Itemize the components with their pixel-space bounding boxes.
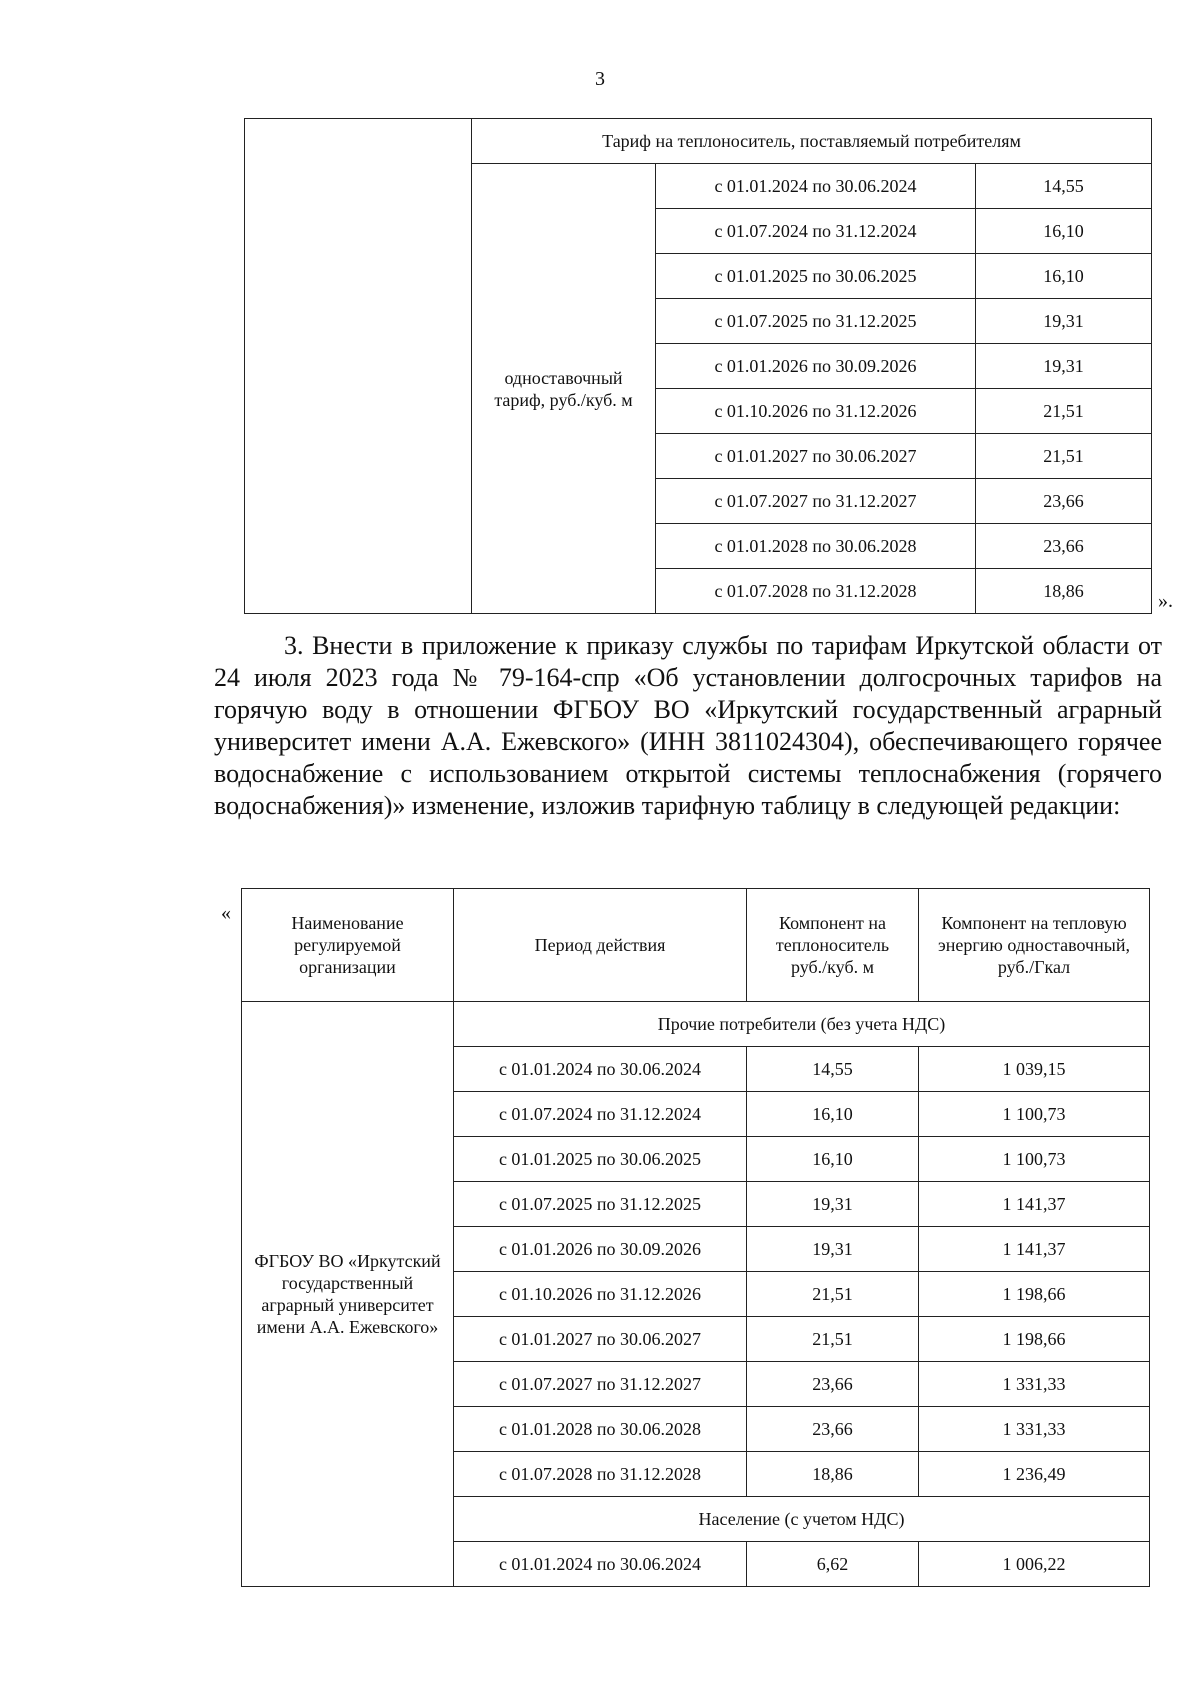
value-cell: 19,31 [976,344,1152,389]
energy-cell: 1 141,37 [919,1182,1150,1227]
energy-cell: 1 331,33 [919,1407,1150,1452]
opening-quote: « [221,902,231,924]
tariff-type-label: одноставочный тариф, руб./куб. м [472,164,656,614]
period-cell: с 01.01.2026 по 30.09.2026 [656,344,976,389]
carrier-cell: 16,10 [747,1092,919,1137]
value-cell: 21,51 [976,389,1152,434]
value-cell: 23,66 [976,479,1152,524]
energy-cell: 1 236,49 [919,1452,1150,1497]
carrier-cell: 18,86 [747,1452,919,1497]
carrier-cell: 16,10 [747,1137,919,1182]
value-cell: 21,51 [976,434,1152,479]
hot-water-tariff-table [241,888,1150,1587]
period-cell: с 01.01.2028 по 30.06.2028 [656,524,976,569]
hot-water-tariff-table-body [242,889,1150,1587]
carrier-cell: 21,51 [747,1272,919,1317]
energy-cell: 1 198,66 [919,1317,1150,1362]
value-cell: 18,86 [976,569,1152,614]
organization-name: ФГБОУ ВО «Иркутский государственный аграрный университет имени А.А. Ежевского» [242,1002,454,1587]
tariff-header: Тариф на теплоноситель, поставляемый потребителям [472,119,1152,164]
carrier-cell: 6,62 [747,1542,919,1587]
carrier-cell: 19,31 [747,1182,919,1227]
table-row [245,119,1152,164]
period-cell: с 01.07.2025 по 31.12.2025 [454,1182,747,1227]
page-number: 3 [595,68,605,90]
value-cell: 23,66 [976,524,1152,569]
energy-cell: 1 039,15 [919,1047,1150,1092]
period-cell: с 01.07.2027 по 31.12.2027 [454,1362,747,1407]
energy-cell: 1 331,33 [919,1362,1150,1407]
carrier-cell: 23,66 [747,1362,919,1407]
period-cell: с 01.07.2025 по 31.12.2025 [656,299,976,344]
carrier-tariff-table [244,118,1152,614]
carrier-cell: 19,31 [747,1227,919,1272]
section-row [242,1002,1150,1047]
period-cell: с 01.01.2027 по 30.06.2027 [454,1317,747,1362]
header-component-energy: Компонент на тепловую энергию одноставочный, руб./Гкал [919,889,1150,1002]
period-cell: с 01.07.2028 по 31.12.2028 [656,569,976,614]
carrier-tariff-table-body [245,119,1152,614]
period-cell: с 01.01.2024 по 30.06.2024 [454,1047,747,1092]
carrier-cell: 21,51 [747,1317,919,1362]
value-cell: 16,10 [976,209,1152,254]
energy-cell: 1 141,37 [919,1227,1150,1272]
period-cell: с 01.07.2024 по 31.12.2024 [656,209,976,254]
carrier-cell: 14,55 [747,1047,919,1092]
header-period: Период действия [454,889,747,1002]
header-component-carrier: Компонент на теплоноситель руб./куб. м [747,889,919,1002]
section-population: Население (с учетом НДС) [454,1497,1150,1542]
period-cell: с 01.01.2025 по 30.06.2025 [454,1137,747,1182]
period-cell: с 01.07.2028 по 31.12.2028 [454,1452,747,1497]
header-org: Наименование регулируемой организации [242,889,454,1002]
period-cell: с 01.10.2026 по 31.12.2026 [454,1272,747,1317]
period-cell: с 01.01.2027 по 30.06.2027 [656,434,976,479]
period-cell: с 01.07.2027 по 31.12.2027 [656,479,976,524]
period-cell: с 01.07.2024 по 31.12.2024 [454,1092,747,1137]
energy-cell: 1 100,73 [919,1137,1150,1182]
period-cell: с 01.01.2028 по 30.06.2028 [454,1407,747,1452]
period-cell: с 01.01.2026 по 30.09.2026 [454,1227,747,1272]
blank-cell [245,119,472,614]
table-header-row [242,889,1150,1002]
period-cell: с 01.01.2024 по 30.06.2024 [454,1542,747,1587]
section-other-consumers: Прочие потребители (без учета НДС) [454,1002,1150,1047]
period-cell: с 01.01.2024 по 30.06.2024 [656,164,976,209]
amendment-paragraph: 3. Внести в приложение к приказу службы по тарифам Иркутской области от 24 июля 2023 года № 79-164-спр «Об установлении долгосрочных тарифов на горячую воду в отношении ФГБОУ ВО «Иркутский государственный аграрный университет имени А.А. Ежевского» (ИНН 3811024304), обеспечивающего горячее водоснабжение с использованием открытой системы теплоснабжения (горячего водоснабжения)» изменение, изложив тарифную таблицу в следующей редакции: [214,631,1162,820]
carrier-cell: 23,66 [747,1407,919,1452]
value-cell: 16,10 [976,254,1152,299]
period-cell: с 01.10.2026 по 31.12.2026 [656,389,976,434]
energy-cell: 1 006,22 [919,1542,1150,1587]
closing-quote: ». [1158,590,1173,612]
value-cell: 19,31 [976,299,1152,344]
energy-cell: 1 100,73 [919,1092,1150,1137]
value-cell: 14,55 [976,164,1152,209]
period-cell: с 01.01.2025 по 30.06.2025 [656,254,976,299]
energy-cell: 1 198,66 [919,1272,1150,1317]
